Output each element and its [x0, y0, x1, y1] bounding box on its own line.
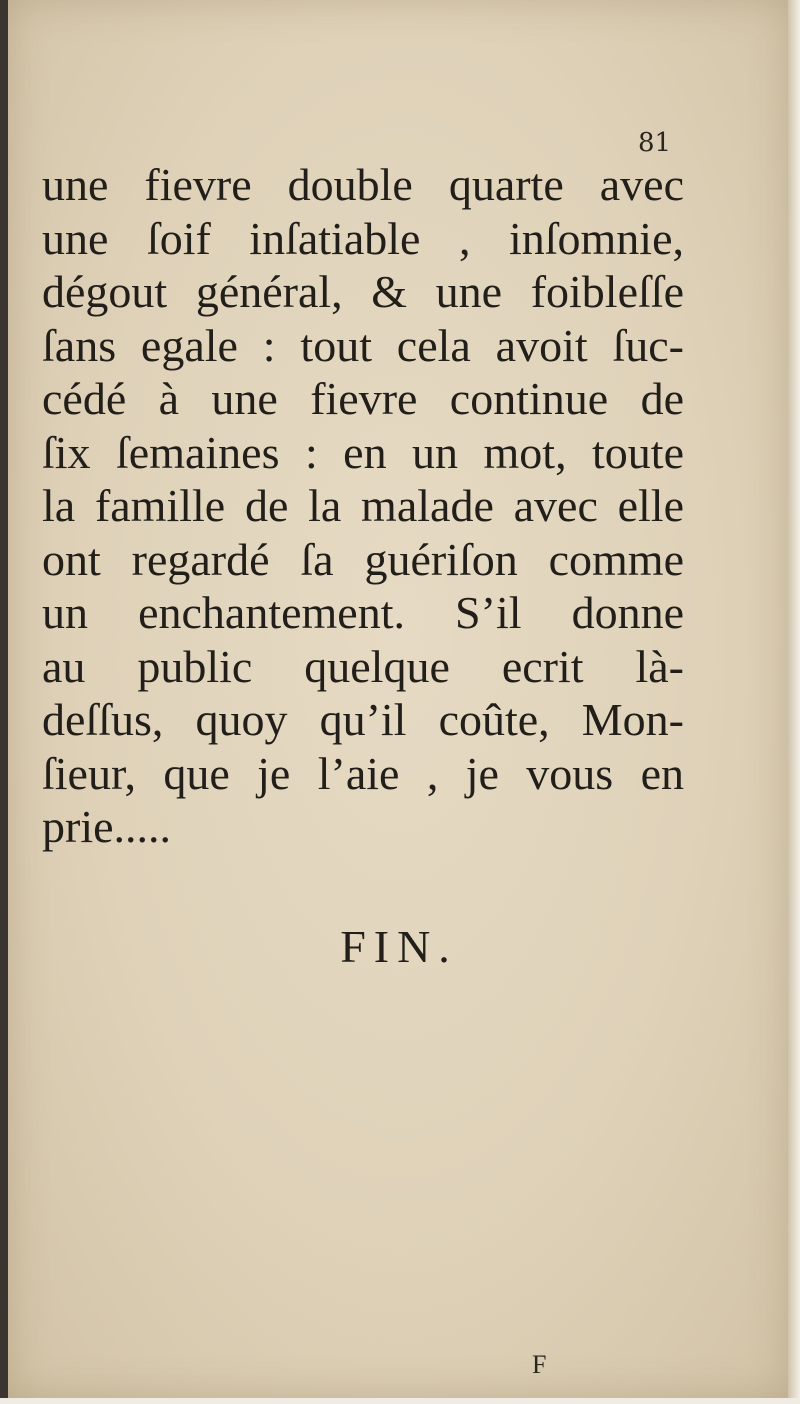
text-line: ſans egale : tout cela avoit ſuc- [42, 319, 684, 371]
text-line: ont regardé ſa guériſon comme [42, 533, 684, 585]
book-page [8, 0, 790, 1398]
page-number: 81 [638, 128, 672, 158]
page-bottom-edge [0, 1398, 800, 1404]
text-line: ſieur, que je l’aie , je vous en [42, 747, 684, 799]
page-edge [788, 0, 800, 1404]
text-line: prie..... [42, 801, 172, 852]
text-line: cédé à une fievre continue de [42, 373, 684, 424]
body-text [42, 158, 684, 854]
fin-heading: FIN. [340, 921, 458, 972]
signature-mark: F [532, 1350, 547, 1379]
text-line: une ſoif inſatiable , inſomnie, [42, 212, 684, 264]
text-line: un enchantement. S’il donne [42, 587, 684, 638]
text-line: une fievre double quarte avec [42, 159, 684, 210]
text-line: deſſus, quoy qu’il coûte, Mon- [42, 694, 684, 745]
text-line: la famille de la malade avec elle [42, 480, 684, 531]
text-line: au public quelque ecrit là- [42, 640, 684, 692]
text-line: dégout général, & une foibleſſe [42, 266, 684, 317]
text-line: ſix ſemaines : en un mot, toute [42, 426, 684, 478]
